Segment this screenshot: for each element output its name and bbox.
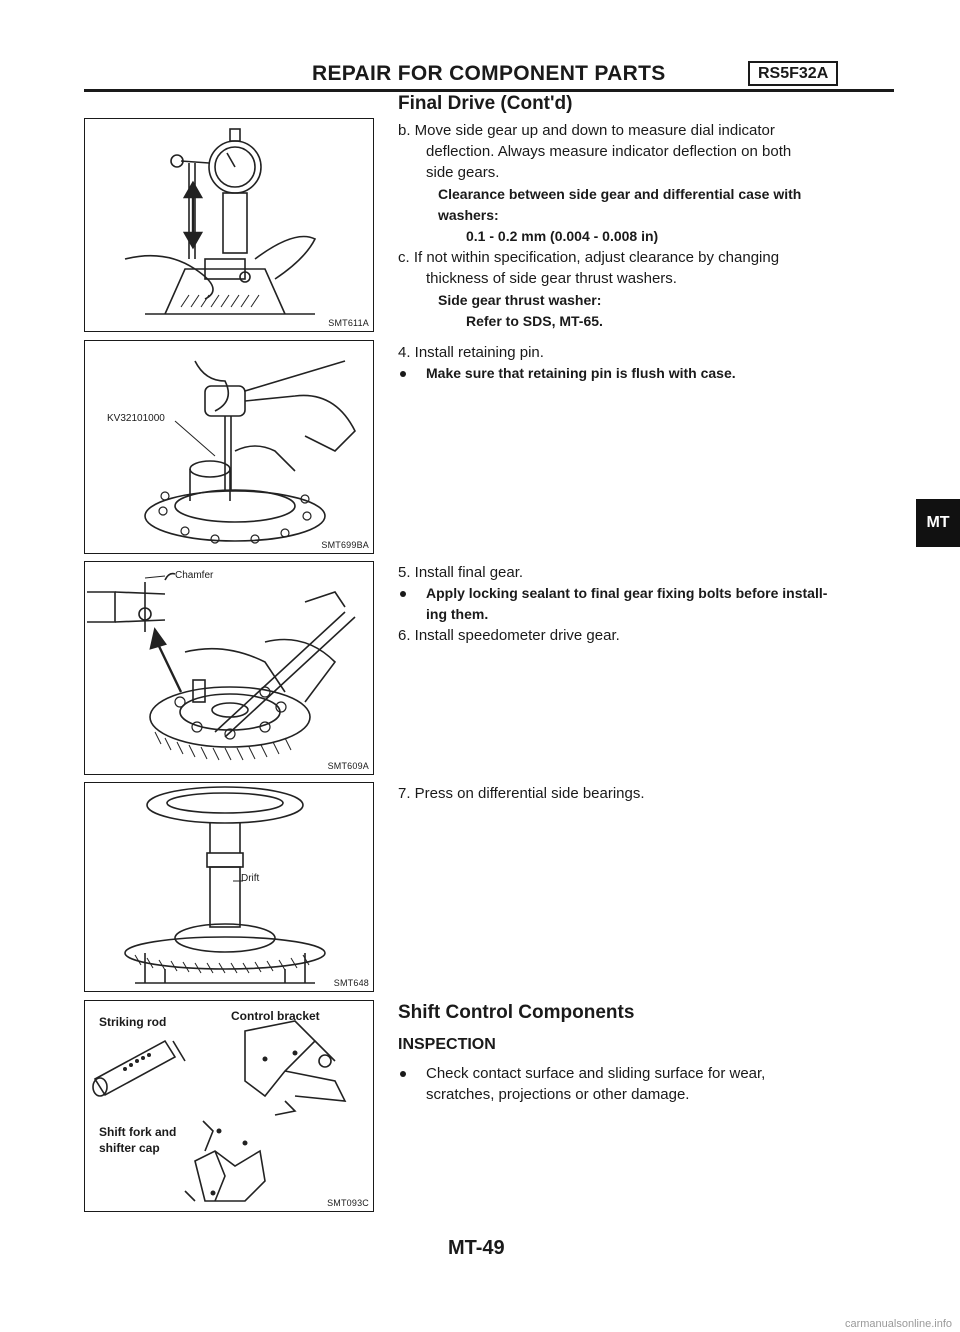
- thrust-washer-spec: Side gear thrust washer:: [438, 292, 602, 308]
- header-rule: [84, 89, 894, 92]
- model-badge: RS5F32A: [748, 61, 838, 86]
- bullet-icon: [400, 371, 406, 377]
- tool-number-label: KV32101000: [107, 413, 165, 424]
- step-5-note-line1: Apply locking sealant to final gear fixing bolts before install-: [426, 585, 828, 601]
- section-title: Final Drive (Cont'd): [398, 93, 573, 114]
- figure-code: SMT609A: [327, 761, 369, 771]
- shift-components-illustration: [85, 1001, 373, 1211]
- step-4-note: Make sure that retaining pin is flush with case.: [426, 365, 736, 381]
- drift-press-illustration: [85, 783, 373, 991]
- step-7: 7. Press on differential side bearings.: [398, 785, 645, 802]
- figure-code: SMT093C: [327, 1198, 369, 1208]
- inspection-line2: scratches, projections or other damage.: [426, 1086, 690, 1103]
- page-number: MT-49: [448, 1237, 505, 1259]
- figure-code: SMT699BA: [321, 540, 369, 550]
- figure-dial-indicator: [84, 118, 374, 332]
- bullet-icon: [400, 1071, 406, 1077]
- page-header-title: REPAIR FOR COMPONENT PARTS: [312, 62, 666, 85]
- figure-code: SMT611A: [328, 318, 369, 328]
- clearance-spec-line1: Clearance between side gear and differential case with: [438, 186, 802, 202]
- step-c-line2: thickness of side gear thrust washers.: [426, 270, 677, 287]
- chamfer-label: Chamfer: [175, 570, 214, 581]
- watermark: carmanualsonline.info: [844, 1318, 952, 1330]
- step-c-line1: c. If not within specification, adjust clearance by changing: [398, 249, 780, 266]
- drift-label: Drift: [241, 873, 260, 884]
- final-gear-illustration: [85, 562, 373, 774]
- figure-final-gear: [84, 561, 374, 775]
- step-5: 5. Install final gear.: [398, 564, 524, 581]
- shift-fork-label-line1: Shift fork and: [99, 1125, 177, 1139]
- figure-code: SMT648: [333, 978, 369, 988]
- dial-indicator-illustration: [85, 119, 373, 331]
- striking-rod-label: Striking rod: [99, 1015, 167, 1029]
- shift-fork-label-line2: shifter cap: [99, 1141, 160, 1155]
- figure-retaining-pin: [84, 340, 374, 554]
- step-4: 4. Install retaining pin.: [398, 344, 544, 361]
- clearance-spec-line2: washers:: [438, 207, 499, 223]
- step-6: 6. Install speedometer drive gear.: [398, 627, 620, 644]
- step-b-line1: b. Move side gear up and down to measure dial indicator: [398, 122, 775, 139]
- shift-control-heading: Shift Control Components: [398, 1002, 635, 1023]
- inspection-line1: Check contact surface and sliding surface for wear,: [426, 1065, 766, 1082]
- figure-shift-components: [84, 1000, 374, 1212]
- section-tab: MT: [916, 499, 960, 547]
- bullet-icon: [400, 591, 406, 597]
- clearance-value: 0.1 - 0.2 mm (0.004 - 0.008 in): [466, 228, 659, 244]
- retaining-pin-illustration: [85, 341, 373, 553]
- step-5-note-line2: ing them.: [426, 606, 489, 622]
- figure-drift: [84, 782, 374, 992]
- inspection-heading: INSPECTION: [398, 1036, 496, 1053]
- step-b-line2: deflection. Always measure indicator deflection on both: [426, 143, 792, 160]
- thrust-washer-reference: Refer to SDS, MT-65.: [466, 313, 603, 329]
- step-b-line3: side gears.: [426, 164, 500, 181]
- control-bracket-label: Control bracket: [231, 1009, 320, 1023]
